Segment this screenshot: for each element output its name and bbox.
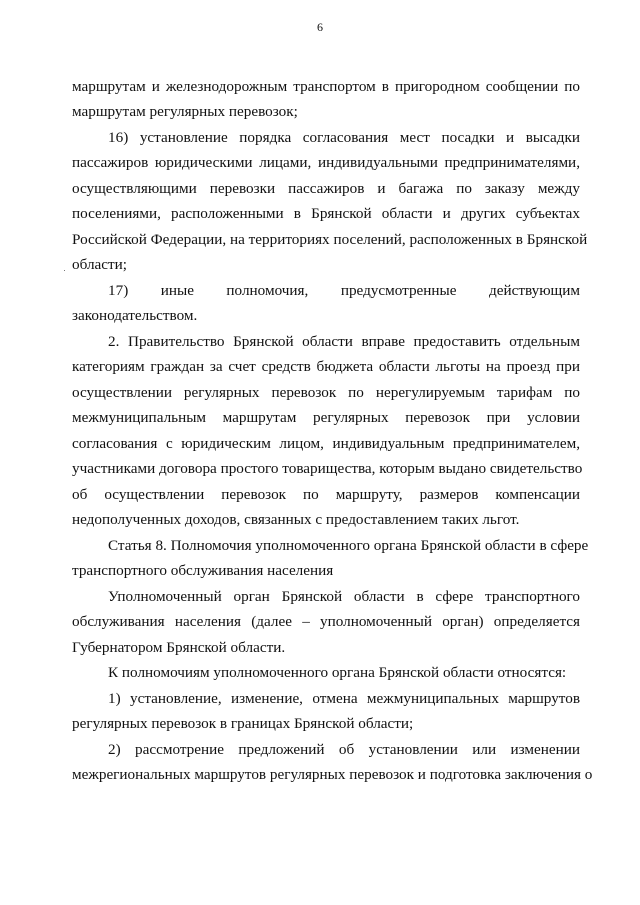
text-line: 2. Правительство Брянской области вправе предоставить отдельным [108, 333, 580, 350]
text-line: области; [72, 256, 127, 273]
page-number: 6 [317, 20, 323, 34]
text-line: законодательством. [72, 307, 198, 324]
text-line: маршрутам и железнодорожным транспортом в пригородном сообщении по [72, 78, 580, 95]
text-line: межмуниципальным маршрутам регулярных перевозок при условии [72, 409, 580, 426]
scan-mark [64, 270, 65, 271]
text-line: поселениями, расположенными в Брянской области и других субъектах [72, 205, 580, 222]
text-line: категориям граждан за счет средств бюджета области льготы на проезд при [72, 358, 580, 375]
text-line: пассажиров юридическими лицами, индивидуальными предпринимателями, [72, 154, 580, 171]
text-line: Губернатором Брянской области. [72, 639, 286, 656]
text-line: обслуживания населения (далее – уполномоченный орган) определяется [72, 613, 580, 630]
text-line: согласования с юридическим лицом, индивидуальным предпринимателем, [72, 435, 580, 452]
text-line: 17) иные полномочия, предусмотренные действующим [108, 282, 580, 299]
text-line: недополученных доходов, связанных с предоставлением таких льгот. [72, 511, 520, 528]
article-heading: транспортного обслуживания населения [72, 562, 334, 579]
text-line: осуществлении регулярных перевозок по нерегулируемым тарифам по [72, 384, 580, 401]
text-line: межрегиональных маршрутов регулярных перевозок и подготовка заключения о [72, 766, 593, 783]
article-heading: Статья 8. Полномочия уполномоченного органа Брянской области в сфере [108, 537, 589, 554]
text-line: 1) установление, изменение, отмена межмуниципальных маршрутов [108, 690, 580, 707]
text-line: участниками договора простого товарищества, которым выдано свидетельство [72, 460, 583, 477]
text-line: регулярных перевозок в границах Брянской области; [72, 715, 414, 732]
text-line: 2) рассмотрение предложений об установлении или изменении [108, 741, 580, 758]
text-line: К полномочиям уполномоченного органа Брянской области относятся: [108, 664, 567, 681]
text-line: Российской Федерации, на территориях поселений, расположенных в Брянской [72, 231, 588, 248]
text-line: Уполномоченный орган Брянской области в сфере транспортного [108, 588, 580, 605]
text-line: об осуществлении перевозок по маршруту, размеров компенсации [72, 486, 580, 503]
text-line: осуществляющими перевозки пассажиров и багажа по заказу между [72, 180, 580, 197]
text-line: маршрутам регулярных перевозок; [72, 103, 298, 120]
text-line: 16) установление порядка согласования мест посадки и высадки [108, 129, 580, 146]
